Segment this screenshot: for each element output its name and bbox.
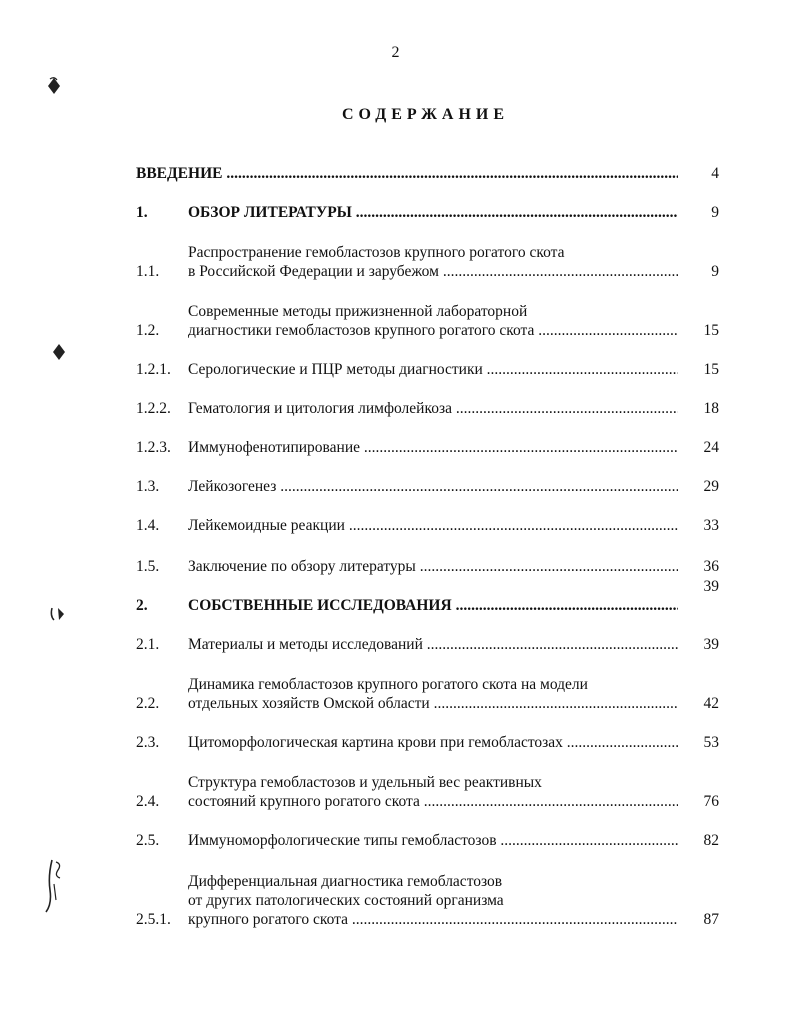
toc-entry-title — [188, 477, 678, 496]
toc-entry — [0, 675, 791, 713]
toc-entry-page: 18 — [703, 400, 719, 417]
toc-entry-title — [188, 203, 678, 222]
toc-entry-title — [188, 557, 678, 576]
toc-entry-title-line: ВВЕДЕНИЕ ..... — [136, 164, 678, 183]
toc-entry-title — [188, 596, 678, 615]
scan-mark-icon — [50, 342, 68, 362]
toc-entry-title — [188, 872, 678, 929]
toc-entry-page: 53 — [703, 734, 719, 751]
toc-entry — [0, 477, 791, 496]
toc-entry-number: 1. — [136, 204, 148, 221]
toc-entry-title — [188, 675, 678, 713]
toc-entry-number: 1.4. — [136, 517, 160, 534]
toc-entry-title — [188, 399, 678, 418]
toc-entry-page: 36 — [703, 558, 719, 575]
scan-mark-icon — [44, 76, 64, 96]
toc-entry — [0, 438, 791, 457]
toc-entry — [0, 164, 791, 183]
toc-entry-page: 33 — [703, 517, 719, 534]
toc-entry-title-line: Распространение гемобластозов крупного рогатого скота — [188, 244, 565, 261]
toc-entry — [0, 872, 791, 929]
toc-entry-title-line: состояний крупного рогатого скота ..... — [188, 792, 678, 811]
toc-entry-number: 2.2. — [136, 695, 160, 712]
page-number: 2 — [391, 44, 400, 61]
toc-entry-number: 2.5. — [136, 832, 160, 849]
toc-entry-title-line: диагностики гемобластозов крупного рогатого скота ..... — [188, 321, 678, 340]
toc-entry — [0, 302, 791, 340]
toc-entry-page: 39 — [703, 578, 719, 595]
toc-entry-title-line: Заключение по обзору литературы ..... — [188, 557, 678, 576]
toc-entry-page: 9 — [711, 204, 719, 221]
toc-entry-page: 39 — [703, 636, 719, 653]
toc-entry-page: 4 — [711, 165, 719, 182]
toc-entry-number: 1.5. — [136, 558, 160, 575]
toc-entry — [0, 831, 791, 850]
toc-entry-title-line: Гематология и цитология лимфолейкоза ..... — [188, 399, 678, 418]
toc-entry-title-line: Материалы и методы исследований ..... — [188, 635, 678, 654]
toc-entry-page: 42 — [703, 695, 719, 712]
toc-entry-title-line: в Российской Федерации и зарубежом ..... — [188, 262, 678, 281]
toc-entry-page: 76 — [703, 793, 719, 810]
toc-entry-page: 87 — [703, 911, 719, 928]
toc-entry-number: 2.1. — [136, 636, 160, 653]
toc-entry — [0, 578, 791, 615]
toc-entry-title-line: от других патологических состояний организма — [188, 892, 504, 909]
toc-entry-page: 15 — [703, 322, 719, 339]
toc-entry — [0, 360, 791, 379]
toc-entry-page: 24 — [703, 439, 719, 456]
toc-entry-title-line: Структура гемобластозов и удельный вес реактивных — [188, 774, 542, 791]
toc-entry — [0, 733, 791, 752]
toc-entry-title-line: Лейкемоидные реакции ..... — [188, 516, 678, 535]
toc-entry-title-line: Лейкозогенез ..... — [188, 477, 678, 496]
toc-entry-title-line: Иммуноморфологические типы гемобластозов ..... — [188, 831, 678, 850]
toc-entry-page: 15 — [703, 361, 719, 378]
toc-entry-title — [188, 302, 678, 340]
toc-entry-title-line: отдельных хозяйств Омской области ..... — [188, 694, 678, 713]
toc-entry-title — [188, 733, 678, 752]
toc-entry-title-line: Иммунофенотипирование ..... — [188, 438, 678, 457]
toc-entry-number: 2.5.1. — [136, 911, 171, 928]
toc-entry-title — [188, 635, 678, 654]
toc-entry-number: 2. — [136, 597, 148, 614]
toc-entry — [0, 203, 791, 222]
toc-entry-number: 1.2. — [136, 322, 160, 339]
toc-entry-title — [188, 438, 678, 457]
toc-entry-title — [188, 831, 678, 850]
toc-entry-title — [136, 164, 678, 183]
toc-entry — [0, 635, 791, 654]
toc-entry-title-line: крупного рогатого скота ..... — [188, 910, 678, 929]
toc-entry — [0, 557, 791, 576]
toc-entry-number: 1.2.1. — [136, 361, 171, 378]
toc-entry-number: 1.2.3. — [136, 439, 171, 456]
toc-entry — [0, 773, 791, 811]
toc-entry-page: 82 — [703, 832, 719, 849]
toc-entry-number: 1.3. — [136, 478, 160, 495]
toc-entry-title-line: Динамика гемобластозов крупного рогатого скота на модели — [188, 676, 588, 693]
page-title: СОДЕРЖАНИЕ — [341, 106, 510, 123]
toc-entry-title — [188, 773, 678, 811]
toc-entry-number: 2.3. — [136, 734, 160, 751]
toc-entry-title-line: ОБЗОР ЛИТЕРАТУРЫ ..... — [188, 203, 678, 222]
toc-entry — [0, 399, 791, 418]
scan-mark-icon — [38, 856, 68, 914]
toc-entry-page: 9 — [711, 263, 719, 280]
toc-entry-title — [188, 243, 678, 281]
toc-entry-title-line: СОБСТВЕННЫЕ ИССЛЕДОВАНИЯ ..... — [188, 596, 678, 615]
toc-entry-number: 1.1. — [136, 263, 160, 280]
toc-entry-title-line: Современные методы прижизненной лабораторной — [188, 303, 528, 320]
toc-entry-title-line: Серологические и ПЦР методы диагностики ..... — [188, 360, 678, 379]
toc-entry-title-line: Цитоморфологическая картина крови при гемобластозах ..... — [188, 733, 678, 752]
toc-entry-title-line: Дифференциальная диагностика гемобластозов — [188, 873, 503, 890]
toc-entry-number: 1.2.2. — [136, 400, 171, 417]
toc-entry — [0, 516, 791, 535]
scan-mark-icon — [48, 604, 70, 624]
toc-entry-title — [188, 360, 678, 379]
toc-entry — [0, 243, 791, 281]
toc-entry-number: 2.4. — [136, 793, 160, 810]
toc-entry-page: 29 — [703, 478, 719, 495]
toc-entry-title — [188, 516, 678, 535]
